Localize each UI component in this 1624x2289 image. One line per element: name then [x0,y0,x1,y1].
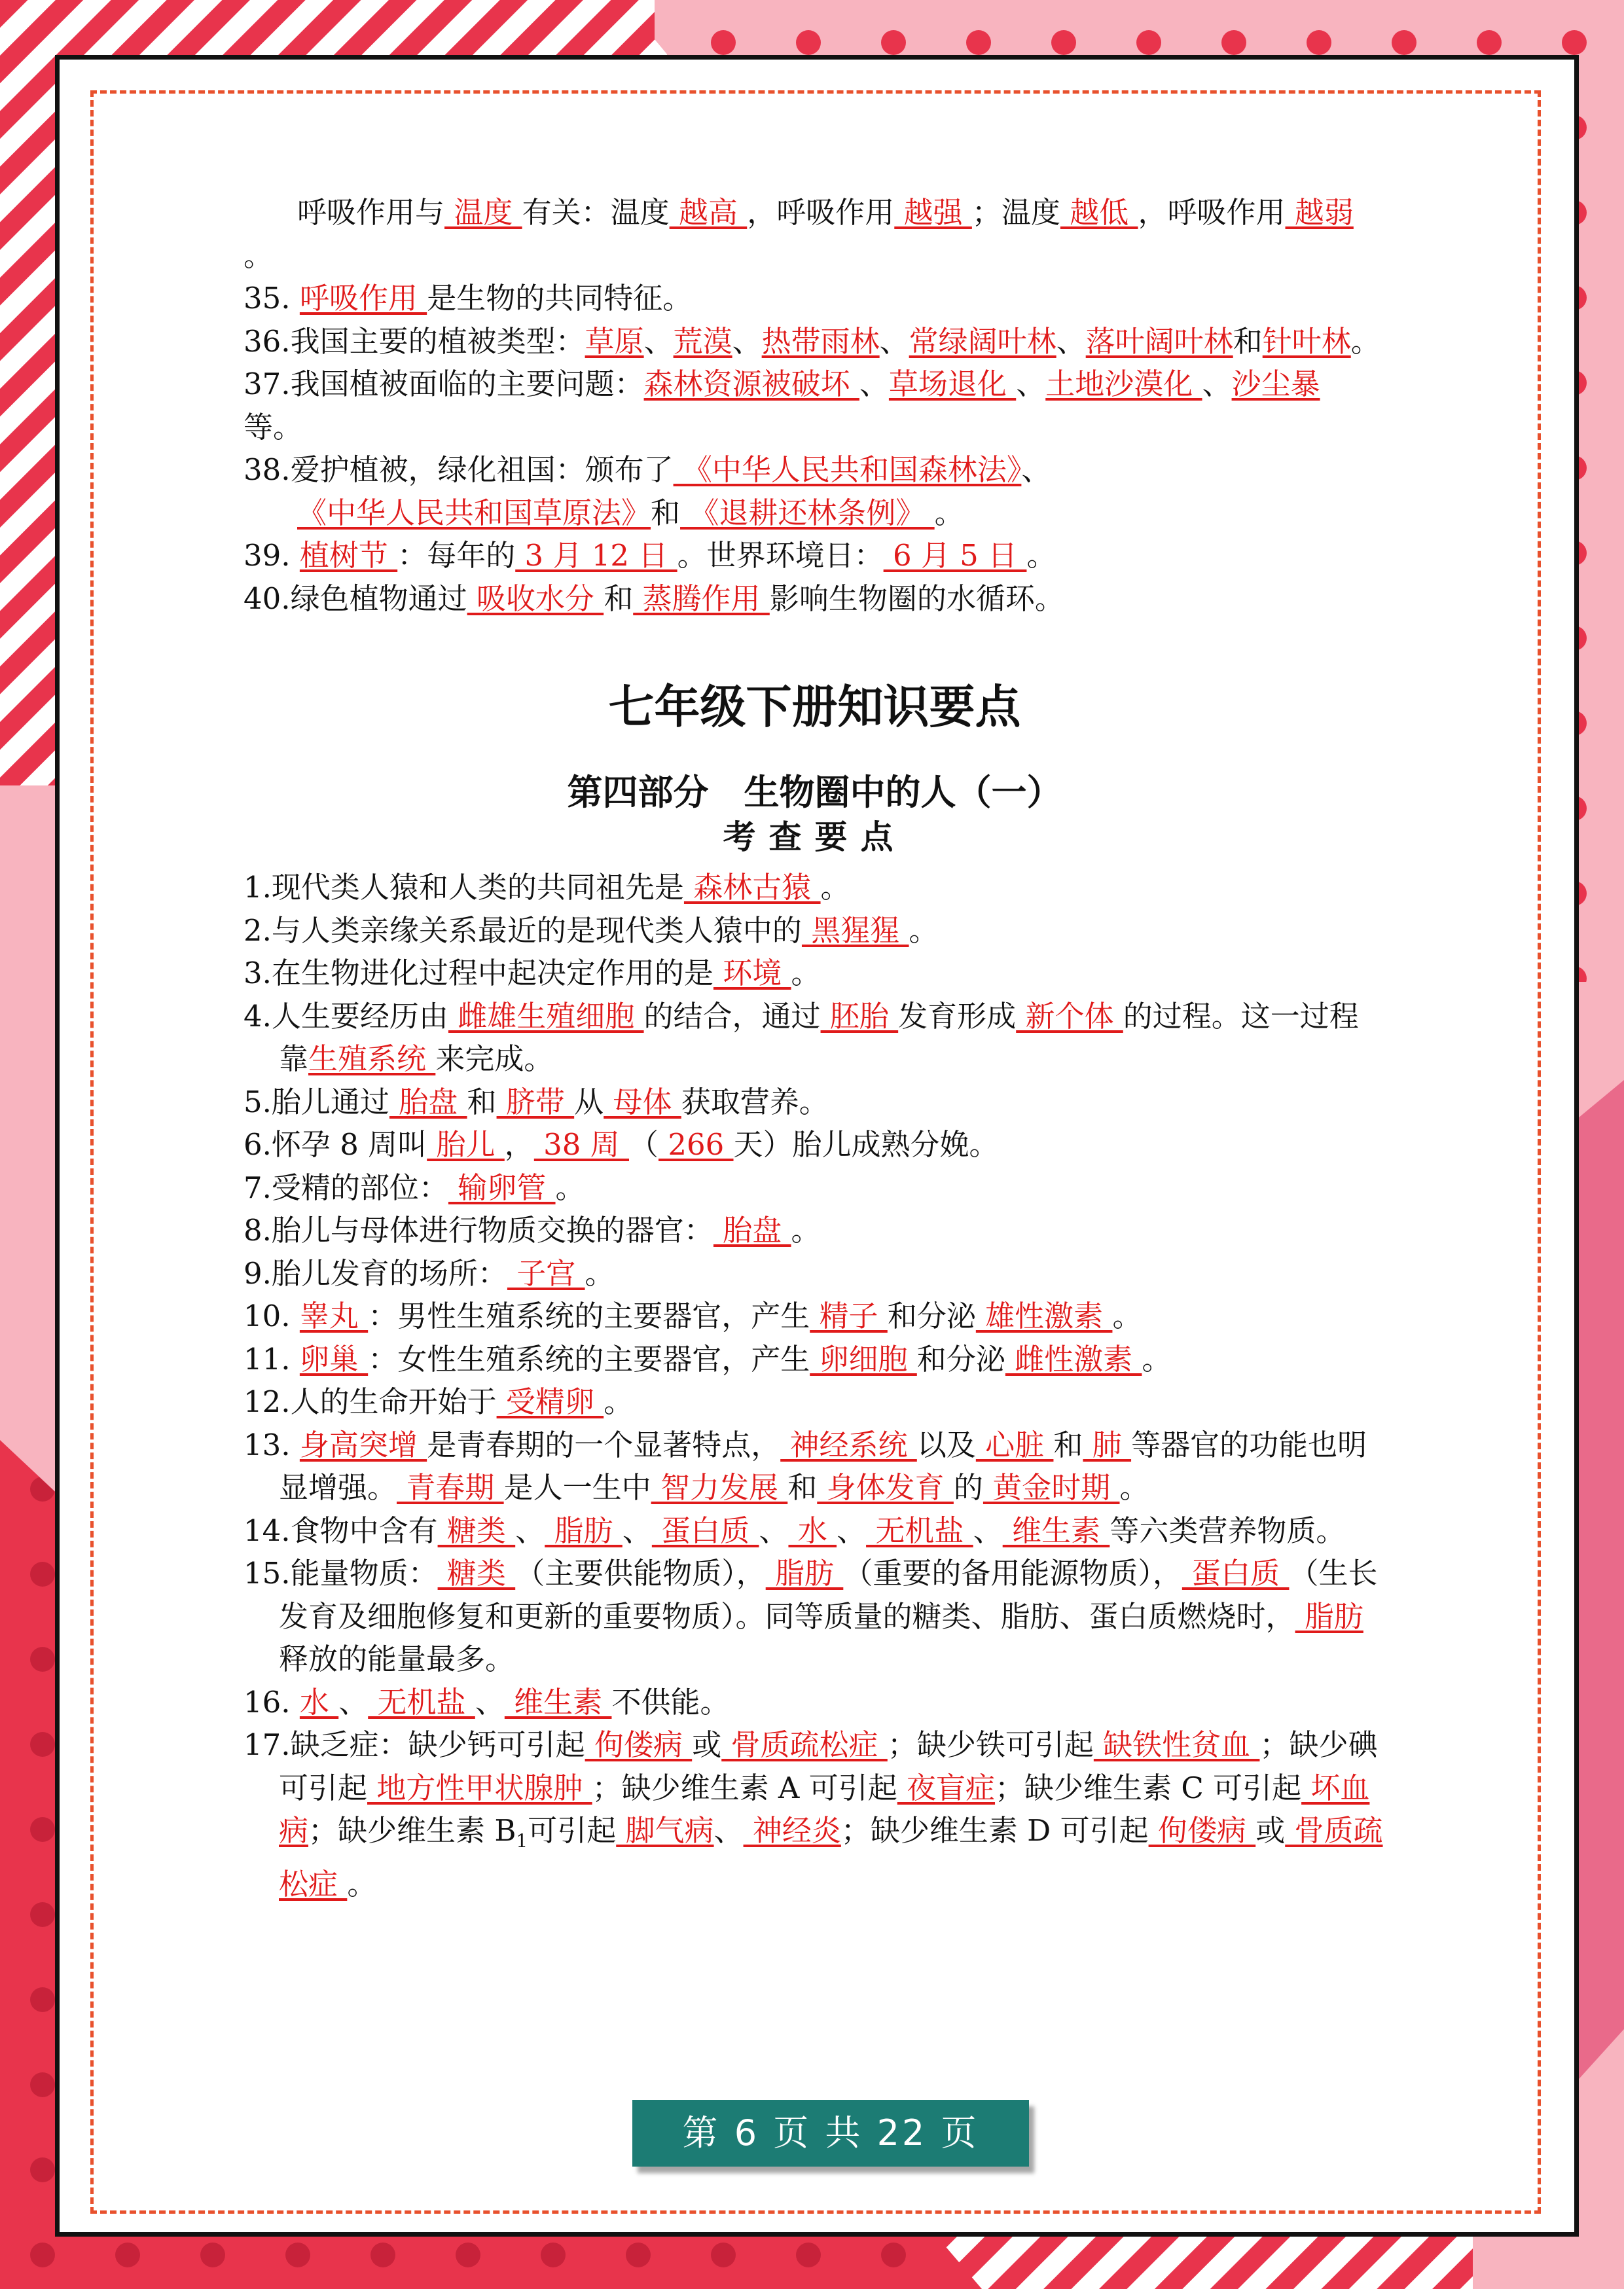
answer-text: 雌雄生殖细胞 [448,998,644,1034]
answer-text: 卵细胞 [810,1341,917,1377]
page-number-badge: 第 6 页 共 22 页 [632,2100,1029,2167]
body-text: 。世界环境日： [677,538,884,573]
answer-text: 坏血病 [279,1770,1370,1848]
answer-text: 黑猩猩 [801,912,909,948]
answer-text: 《中华人民共和国森林法》 [673,452,1022,487]
list-item [244,1338,1386,1381]
list-item [244,952,1386,995]
body-text: 和 [467,1084,497,1119]
body-text: 等。 [244,409,303,444]
answer-text: 温度 [444,195,522,230]
body-text: 或 [692,1727,722,1762]
body-text: 、 [1016,367,1046,401]
body-text: 和 [787,1470,818,1505]
answer-text: 草场退化 [888,367,1017,401]
list-item [244,1723,1386,1905]
body-text: ：女性生殖系统的主要器官，产生 [368,1341,810,1377]
body-text: ：每年的 [397,538,516,573]
body-text: 的 [953,1470,983,1505]
answer-text: 胎盘 [389,1084,467,1119]
answer-text: 森林古猿 [683,870,821,905]
body-text: 。 [1119,1470,1149,1505]
list-item [244,191,1386,277]
carryover-list [244,191,1386,620]
body-text: 。 [604,1384,634,1419]
body-text: 释放的能量最多。 [279,1642,515,1676]
body-text: 。 [1142,1341,1172,1377]
body-text: 16. [244,1684,300,1720]
answer-text: 母体 [604,1084,681,1119]
body-text: （主要供能物质）， [515,1556,766,1591]
body-text: 和分泌 [887,1299,976,1333]
body-text: 呼吸作用与 [297,195,445,230]
body-text: 。 [1350,323,1380,359]
answer-text: 《中华人民共和国草原法》 [297,495,651,530]
body-text: 。 [347,1866,377,1901]
answer-text: 266 [659,1127,734,1162]
list-item [244,363,1386,448]
list-item [244,320,1386,363]
answer-text: 呼吸作用 [299,281,427,315]
body-text: ；缺少碘可引起 [279,1727,1378,1805]
answer-text: 3 月 12 日 [515,538,677,573]
answer-text: 脂肪 [765,1556,844,1591]
list-item [244,866,1386,909]
body-text: 从 [574,1084,604,1119]
answer-text: 身高突增 [299,1427,427,1462]
answer-text: 神经系统 [780,1427,917,1462]
body-text: 和 [1053,1427,1083,1462]
body-text: 12.人的生命开始于 [244,1384,497,1419]
answer-text: 佝偻病 [585,1727,693,1762]
answer-text: 植树节 [299,538,398,573]
answer-text: 水 [299,1684,339,1720]
answer-text: 土地沙漠化 [1045,367,1202,401]
answer-text: 新个体 [1016,998,1123,1034]
answer-text: 吸收水分 [467,581,604,616]
body-text: （生长发育及细胞修复和更新的重要物质）。同等质量的糖类、脂肪、蛋白质燃烧时， [279,1556,1378,1634]
body-text: 。 [1112,1299,1142,1333]
body-text: （ [629,1127,659,1162]
answer-text: 肺 [1083,1427,1132,1462]
body-text: 3.在生物进化过程中起决定作用的是 [244,956,713,990]
answer-text: 胚胎 [820,998,899,1034]
body-text: 影响生物圈的水循环。 [769,581,1064,616]
answer-text: 生殖系统 [308,1041,436,1076]
answer-text: 热带雨林 [761,323,880,359]
answer-text: 糖类 [437,1513,516,1548]
body-text: ， [504,1127,534,1162]
list-item [244,1424,1386,1509]
answer-text: 越强 [894,195,972,230]
answer-text: 缺铁性贫血 [1093,1727,1260,1762]
list-item [244,1081,1386,1124]
body-text: 、 [973,1513,1003,1548]
body-text: 2.与人类亲缘关系最近的是现代类人猿中的 [244,912,802,948]
answer-text: 睾丸 [299,1299,369,1333]
answer-text: 常绿阔叶林 [909,323,1056,359]
body-text: 发育形成 [898,998,1017,1034]
body-text: 天）胎儿成熟分娩。 [733,1127,999,1162]
list-item [244,1123,1386,1166]
body-text: 的过程。这一过程靠 [279,998,1359,1076]
body-text: 40.绿色植物通过 [244,581,467,616]
body-text: 6.怀孕 8 周叫 [244,1127,427,1162]
answer-text: 无机盐 [368,1684,475,1720]
body-text: 、 [837,1513,867,1548]
answer-text: 落叶阔叶林 [1085,323,1233,359]
answer-text: 身体发育 [817,1470,954,1505]
key-points-list [244,866,1386,1905]
list-item [244,277,1386,320]
list-item [244,534,1386,577]
body-text: 不供能。 [611,1684,730,1720]
body-text: 、 [713,1813,744,1848]
answer-text: 无机盐 [866,1513,973,1548]
body-text: 10. [244,1299,300,1333]
body-text: 、 [515,1513,545,1548]
body-text: 等器官的功能也明显增强。 [279,1427,1367,1505]
body-text: ；温度 [971,195,1060,230]
answer-text: 草原 [585,323,644,359]
answer-text: 佝偻病 [1148,1813,1256,1848]
body-text: 以及 [916,1427,976,1462]
body-text: 是生物的共同特征。 [427,281,693,315]
body-text: 38.爱护植被，绿化祖国：颁布了 [244,452,674,487]
answer-text: 越高 [669,195,748,230]
body-text: 36.我国主要的植被类型： [244,323,585,359]
body-text: 。 [791,956,821,990]
body-text: 有关：温度 [522,195,670,230]
subsection-title: 考查要点 [723,818,907,856]
answer-text: 蛋白质 [651,1513,759,1548]
body-text: ，呼吸作用 [1138,195,1286,230]
answer-text: 输卵管 [448,1170,556,1205]
answer-text: 越低 [1060,195,1138,230]
document-body [244,191,1386,1905]
answer-text: 水 [788,1513,837,1548]
body-text: 、 [732,323,762,359]
answer-text: 智力发展 [651,1470,788,1505]
answer-text: 糖类 [437,1556,516,1591]
body-text: 等六类营养物质。 [1110,1513,1346,1548]
body-text: 。 [1026,538,1056,573]
answer-text: 38 周 [533,1127,629,1162]
section-title: 第四部分 生物圈中的人（一） [567,772,1062,813]
body-text: 是人一生中 [503,1470,651,1505]
answer-text: 心脏 [975,1427,1054,1462]
page-title: 七年级下册知识要点 [608,680,1021,734]
body-text: 。 [820,870,850,905]
body-text: 、 [643,323,674,359]
body-text: 39. [244,538,300,573]
answer-text: 蒸腾作用 [633,581,770,616]
answer-text: 雌性激素 [1005,1341,1142,1377]
list-item [244,1552,1386,1681]
answer-text: 胎儿 [427,1127,505,1162]
answer-text: 骨质疏松症 [279,1813,1383,1901]
body-text: 8.胎儿与母体进行物质交换的器官： [244,1213,713,1248]
answer-text: 荒漠 [673,323,732,359]
answer-text: 受精卵 [496,1384,604,1419]
body-text: 、 [759,1513,789,1548]
list-item [244,1681,1386,1724]
body-text: 11. [244,1341,300,1377]
body-text: 7.受精的部位： [244,1170,448,1205]
body-text: 、 [338,1684,369,1720]
answer-text: 青春期 [397,1470,504,1505]
answer-text: 森林资源被破坏 [643,367,859,401]
answer-text: 夜盲症 [897,1770,996,1805]
body-text: 和分泌 [916,1341,1005,1377]
answer-text: 6 月 5 日 [883,538,1027,573]
answer-text: 脂肪 [545,1513,623,1548]
list-item [244,1509,1386,1553]
answer-text: 地方性甲状腺肿 [367,1770,592,1805]
answer-text: 精子 [810,1299,888,1333]
answer-text: 沙尘暴 [1231,367,1320,401]
body-text: 35. [244,281,300,315]
answer-text: 子宫 [507,1255,585,1291]
body-text: 或 [1255,1813,1286,1848]
body-text: 和 [1233,323,1263,359]
list-item [244,909,1386,952]
body-text: ；缺少维生素 B [308,1813,516,1848]
answer-text: 环境 [713,956,791,990]
list-item [244,1166,1386,1210]
body-text: 。 [909,912,939,948]
list-item [244,1209,1386,1252]
list-item [244,1380,1386,1424]
body-text: 。 [244,238,274,273]
body-text: 、 [475,1684,505,1720]
body-text: 、 [1021,452,1051,487]
body-text: ；缺少维生素 C 可引起 [995,1770,1302,1805]
body-text: 5.胎儿通过 [244,1084,389,1119]
body-text: 来完成。 [435,1041,554,1076]
body-text: 、 [859,367,889,401]
list-item [244,577,1386,621]
answer-text: 卵巢 [299,1341,369,1377]
body-text: 、 [1056,323,1086,359]
body-text: 。 [934,495,964,530]
body-text: （重要的备用能源物质）， [843,1556,1182,1591]
answer-text: 针叶林 [1262,323,1351,359]
body-text: ；缺少铁可引起 [887,1727,1094,1762]
body-text: 1.现代类人猿和人类的共同祖先是 [244,870,684,905]
body-text: 是青春期的一个显著特点， [427,1427,781,1462]
body-text: 。 [555,1170,585,1205]
body-text: 和 [604,581,634,616]
body-text: ；缺少维生素 D 可引起 [840,1813,1149,1848]
body-text: 14.食物中含有 [244,1513,438,1548]
answer-text: 《退耕还林条例》 [680,495,935,530]
list-item [244,995,1386,1081]
subscript-text: 1 [516,1830,528,1852]
body-text: ；缺少维生素 A 可引起 [592,1770,897,1805]
body-text: 和 [651,495,681,530]
body-text: ：男性生殖系统的主要器官，产生 [368,1299,810,1333]
answer-text: 胎盘 [713,1213,791,1248]
answer-text: 蛋白质 [1182,1556,1290,1591]
body-text: 、 [622,1513,652,1548]
answer-text: 脐带 [496,1084,575,1119]
body-text: 的结合，通过 [643,998,821,1034]
answer-text: 越弱 [1285,195,1354,230]
body-text: 、 [1202,367,1232,401]
answer-text: 神经炎 [743,1813,841,1848]
body-text: 17.缺乏症：缺少钙可引起 [244,1727,585,1762]
body-text: ，呼吸作用 [747,195,895,230]
list-item [244,448,1386,534]
body-text: 13. [244,1427,300,1462]
body-text: 。 [791,1213,821,1248]
body-text: 15.能量物质： [244,1556,438,1591]
answer-text: 脂肪 [1295,1598,1363,1634]
body-text: 37.我国植被面临的主要问题： [244,367,644,401]
list-item [244,1295,1386,1338]
answer-text: 雄性激素 [975,1299,1113,1333]
body-text: 获取营养。 [681,1084,829,1119]
body-text: 9.胎儿发育的场所： [244,1255,507,1291]
answer-text: 黄金时期 [983,1470,1120,1505]
body-text: 可引起 [528,1813,617,1848]
answer-text: 维生素 [1002,1513,1110,1548]
body-text: 。 [585,1255,615,1291]
answer-text: 骨质疏松症 [721,1727,888,1762]
body-text: 、 [879,323,909,359]
list-item [244,1252,1386,1295]
answer-text: 脚气病 [616,1813,714,1848]
answer-text: 维生素 [504,1684,612,1720]
body-text: 4.人生要经历由 [244,998,448,1034]
